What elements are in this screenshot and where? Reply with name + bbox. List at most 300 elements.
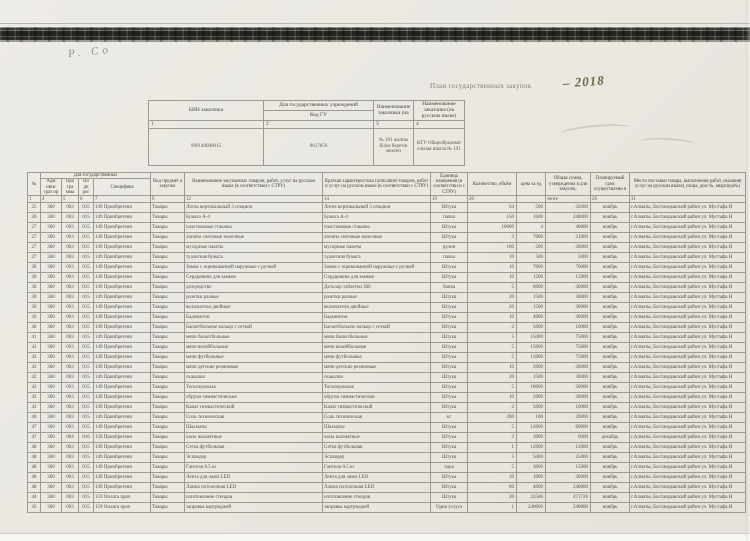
- cell-subprogram: 015: [79, 493, 94, 503]
- cell-kind: Товары: [151, 273, 185, 283]
- cell-specifics: 149 Приобретени: [94, 213, 151, 223]
- cell-place: г.Алматы, Бостандыкский район ул. Мустафа Н: [630, 403, 746, 413]
- cell-total-sum: 240000: [546, 483, 591, 493]
- cell-month: ноябрь: [591, 333, 630, 343]
- cell-program: 004: [62, 433, 79, 443]
- cell-item-name: Тогызкумалак: [185, 383, 323, 393]
- cell-row-no: 27: [28, 253, 41, 263]
- cell-unit-price: 7000: [517, 263, 546, 273]
- cell-administrator: 360: [41, 503, 62, 513]
- cell-specifics: 149 Приобретени: [94, 343, 151, 353]
- cell-place: г.Алматы, Бостандыкский район ул. Мустафа Н: [630, 343, 746, 353]
- cell-unit-price: 1600: [517, 213, 546, 223]
- col-number: 20: [468, 196, 517, 203]
- cell-subprogram: 015: [79, 253, 94, 263]
- cell-program: 003: [62, 283, 79, 293]
- cell-program: 003: [62, 473, 79, 483]
- cell-subprogram: 015: [79, 263, 94, 273]
- cell-subprogram: 015: [79, 463, 94, 473]
- col-number: 26: [591, 196, 630, 203]
- cell-row-no: 48: [28, 473, 41, 483]
- document-title: План государственных закупок: [430, 82, 532, 90]
- cell-program: 003: [62, 253, 79, 263]
- cell-program: 003: [62, 453, 79, 463]
- cell-unit: Штука: [431, 333, 468, 343]
- cell-unit: Штука: [431, 223, 468, 233]
- cell-row-no: 27: [28, 233, 41, 243]
- cell-place: г.Алматы, Бостандыкский район ул. Мустафа Н: [630, 233, 746, 243]
- cell-specifics: 149 Приобретени: [94, 423, 151, 433]
- cell-item-desc: Гантели 0.5 кг: [323, 463, 431, 473]
- cell-place: г.Алматы, Бостандыкский район ул. Мустафа Н: [630, 243, 746, 253]
- cell-total-sum: 20000: [546, 363, 591, 373]
- cell-quantity: 5: [468, 333, 517, 343]
- cell-item-name: обручи гимнастические: [185, 393, 323, 403]
- cell-kind: Товары: [151, 363, 185, 373]
- cell-kind: Товары: [151, 293, 185, 303]
- cell-place: г.Алматы, Бостандыкский район ул. Мустафа Н: [630, 493, 746, 503]
- cell-item-name: Эспандер: [185, 453, 323, 463]
- cell-total-sum: 75000: [546, 343, 591, 353]
- cell-administrator: 360: [41, 313, 62, 323]
- cell-subprogram: 016: [79, 433, 94, 443]
- cell-total-sum: 5000: [546, 253, 591, 263]
- cell-item-desc: Эспандер: [323, 453, 431, 463]
- cell-unit-price: 5000: [517, 403, 546, 413]
- cell-administrator: 360: [41, 303, 62, 313]
- cell-administrator: 360: [41, 233, 62, 243]
- cell-administrator: 360: [41, 373, 62, 383]
- cell-program: 003: [62, 503, 79, 513]
- col-header-administrator: Адм инис трат ор: [41, 179, 62, 196]
- cell-kind: Товары: [151, 243, 185, 253]
- cell-program: 003: [62, 223, 79, 233]
- cell-total-sum: 15000: [546, 463, 591, 473]
- cell-specifics: 159 Оплата проч: [94, 503, 151, 513]
- cell-total-sum: 15000: [546, 273, 591, 283]
- cell-kind: Товары: [151, 253, 185, 263]
- cell-total-sum: 12000: [546, 443, 591, 453]
- cell-program: 003: [62, 243, 79, 253]
- cell-month: ноябрь: [591, 383, 630, 393]
- cell-administrator: 360: [41, 353, 62, 363]
- cell-place: г.Алматы, Бостандыкский район ул. Мустафа Н: [630, 473, 746, 483]
- cell-row-no: 28: [28, 273, 41, 283]
- cell-place: г.Алматы, Бостандыкский район ул. Мустафа Н: [630, 413, 746, 423]
- cell-place: г.Алматы, Бостандыкский район ул. Мустафа Н: [630, 483, 746, 493]
- cell-quantity: 1: [468, 443, 517, 453]
- cell-month: ноябрь: [591, 223, 630, 233]
- cell-unit-price: 1500: [517, 293, 546, 303]
- col-number: 14: [323, 196, 431, 203]
- cell-item-desc: заправка картриджей: [323, 503, 431, 513]
- cell-total-sum: 30000: [546, 293, 591, 303]
- cell-unit-price: 500: [517, 253, 546, 263]
- cell-item-desc: изготовление стендов: [323, 493, 431, 503]
- cell-quantity: 10: [468, 273, 517, 283]
- cell-administrator: 360: [41, 343, 62, 353]
- cell-total-sum: 75000: [546, 353, 591, 363]
- cell-total-sum: 30000: [546, 283, 591, 293]
- cell-unit: Штука: [431, 313, 468, 323]
- cell-unit-price: 6000: [517, 283, 546, 293]
- cell-total-sum: 471720: [546, 493, 591, 503]
- handwritten-year: – 2018: [562, 72, 606, 91]
- cell-specifics: 149 Приобретени: [94, 223, 151, 233]
- cell-total-sum: 20000: [546, 413, 591, 423]
- cell-place: г.Алматы, Бостандыкский район ул. Мустафа Н: [630, 283, 746, 293]
- cell-kind: Товары: [151, 503, 185, 513]
- customer-name-ru-header: Наименование заказчика (на русском языке): [414, 101, 465, 121]
- cell-item-desc: туалетная бумага: [323, 253, 431, 263]
- cell-unit-price: 7000: [517, 233, 546, 243]
- cell-program: 003: [62, 463, 79, 473]
- table-row: [28, 273, 746, 283]
- col-header-desc: Краткая характеристика (описание) товаров, работ и услуг на русском языке (в соответствии с СТРУ): [323, 173, 431, 196]
- cell-unit-price: 23586: [517, 493, 546, 503]
- scan-edge-line: [0, 23, 750, 24]
- cell-row-no: 42: [28, 373, 41, 383]
- cell-place: г.Алматы, Бостандыкский район ул. Мустафа Н: [630, 323, 746, 333]
- table-row: [28, 383, 746, 393]
- cell-subprogram: 015: [79, 313, 94, 323]
- cell-kind: Товары: [151, 413, 185, 423]
- cell-row-no: 27: [28, 223, 41, 233]
- cell-item-desc: Лоток вертикальный 3 секцион: [323, 203, 431, 213]
- cell-specifics: 149 Приобретени: [94, 233, 151, 243]
- gu-code-value: 9617859: [264, 128, 374, 165]
- cell-row-no: 27: [28, 243, 41, 253]
- cell-specifics: 149 Приобретени: [94, 333, 151, 343]
- col-header-kind: Вид предмет а закупок: [151, 173, 185, 196]
- cell-specifics: 149 Приобретени: [94, 463, 151, 473]
- cell-month: ноябрь: [591, 323, 630, 333]
- cell-item-desc: пластиковые стаканы: [323, 223, 431, 233]
- cell-program: 003: [62, 333, 79, 343]
- gov-institutions-header: Для государственных учреждений: [264, 101, 374, 111]
- cell-quantity: 1: [468, 503, 517, 513]
- col-header-unit: Единица измерения (в соответстви и с СТРУ): [431, 173, 468, 196]
- cell-unit: Штука: [431, 303, 468, 313]
- cell-item-name: мячи баскетбольные: [185, 333, 323, 343]
- cell-unit: Штука: [431, 293, 468, 303]
- cell-subprogram: 015: [79, 383, 94, 393]
- cell-kind: Товары: [151, 393, 185, 403]
- cell-specifics: 149 Приобретени: [94, 403, 151, 413]
- cell-item-name: Гантели 0.5 кг: [185, 463, 323, 473]
- col-header-place: Место поставки товара, выполнения работ, оказания услуг на русском языке( улица, дом №, квартира№): [630, 173, 746, 196]
- cell-specifics: 150 Приобретени: [94, 433, 151, 443]
- cell-program: 003: [62, 313, 79, 323]
- cell-row-no: 40: [28, 323, 41, 333]
- cell-total-sum: 60000: [546, 423, 591, 433]
- cell-item-desc: Бумага А-4: [323, 213, 431, 223]
- cell-program: 003: [62, 293, 79, 303]
- cell-quantity: 20: [468, 373, 517, 383]
- cell-item-name: заправка картриджей: [185, 503, 323, 513]
- cell-item-desc: Соль техническая: [323, 413, 431, 423]
- cell-quantity: 30: [468, 473, 517, 483]
- cell-item-name: мячи волейбольные: [185, 343, 323, 353]
- cell-administrator: 360: [41, 453, 62, 463]
- cell-quantity: 60: [468, 483, 517, 493]
- col-header-qty: Количество, объём: [468, 173, 517, 196]
- cell-item-desc: Баскетбольное кольцо с сеткой: [323, 323, 431, 333]
- col-number: 2: [264, 120, 374, 128]
- customer-name-kz-header: Наименование заказчика (на: [374, 101, 414, 121]
- cell-item-name: включатели двойные: [185, 303, 323, 313]
- cell-administrator: 360: [41, 283, 62, 293]
- cell-quantity: 2: [468, 433, 517, 443]
- cell-specifics: 159 Оплата проч: [94, 493, 151, 503]
- cell-unit-price: 3000: [517, 463, 546, 473]
- scanner-artifact-band: [0, 27, 750, 42]
- cell-administrator: 360: [41, 473, 62, 483]
- cell-place: г.Алматы, Бостандыкский район ул. Мустафа Н: [630, 213, 746, 223]
- cell-place: г.Алматы, Бостандыкский район ул. Мустафа Н: [630, 503, 746, 513]
- col-header-no: №: [28, 173, 41, 196]
- table-row: [28, 423, 746, 433]
- cell-specifics: 149 Приобретени: [94, 303, 151, 313]
- cell-unit: Штука: [431, 263, 468, 273]
- cell-item-name: Сетка футбольная: [185, 443, 323, 453]
- cell-administrator: 360: [41, 463, 62, 473]
- cell-unit-price: 1500: [517, 303, 546, 313]
- cell-item-desc: мячи футбольные: [323, 353, 431, 363]
- cell-specifics: 149 Приобретени: [94, 283, 151, 293]
- cell-total-sum: 30000: [546, 373, 591, 383]
- cell-kind: Товары: [151, 403, 185, 413]
- cell-month: ноябрь: [591, 463, 630, 473]
- cell-quantity: 20: [468, 293, 517, 303]
- cell-kind: Товары: [151, 423, 185, 433]
- cell-kind: Товары: [151, 473, 185, 483]
- cell-specifics: 149 Приобретени: [94, 273, 151, 283]
- cell-row-no: 42: [28, 393, 41, 403]
- cell-total-sum: 240000: [546, 503, 591, 513]
- table-row: [28, 393, 746, 403]
- col-number: 3: [374, 120, 414, 128]
- cell-month: ноябрь: [591, 413, 630, 423]
- cell-total-sum: 10000: [546, 323, 591, 333]
- cell-month: ноябрь: [591, 373, 630, 383]
- cell-administrator: 360: [41, 403, 62, 413]
- table-row: [28, 293, 746, 303]
- table-row: [28, 243, 746, 253]
- cell-specifics: 149 Приобретени: [94, 203, 151, 213]
- cell-program: 003: [62, 263, 79, 273]
- cell-row-no: 28: [28, 263, 41, 273]
- cell-subprogram: 015: [79, 283, 94, 293]
- cell-kind: Товары: [151, 213, 185, 223]
- cell-quantity: 5: [468, 453, 517, 463]
- cell-row-no: 41: [28, 333, 41, 343]
- cell-subprogram: 015: [79, 393, 94, 403]
- cell-administrator: 360: [41, 293, 62, 303]
- cell-quantity: 2: [468, 323, 517, 333]
- cell-unit-price: 15000: [517, 333, 546, 343]
- cell-unit: Штука: [431, 473, 468, 483]
- cell-administrator: 360: [41, 393, 62, 403]
- cell-item-desc: Замок с оцинкованной наружные с ручкой: [323, 263, 431, 273]
- cell-specifics: 149 Приобретени: [94, 323, 151, 333]
- cell-item-name: Соль техническая: [185, 413, 323, 423]
- cell-specifics: 149 Приобретени: [94, 313, 151, 323]
- cell-kind: Товары: [151, 463, 185, 473]
- cell-item-desc: Сетка футбольная: [323, 443, 431, 453]
- cell-unit-price: 12000: [517, 423, 546, 433]
- table-row: [28, 313, 746, 323]
- cell-program: 003: [62, 393, 79, 403]
- cell-row-no: 42: [28, 403, 41, 413]
- cell-quantity: 5: [468, 423, 517, 433]
- cell-place: г.Алматы, Бостандыкский район ул. Мустафа Н: [630, 443, 746, 453]
- col-number: 6: [79, 196, 94, 203]
- cell-month: ноябрь: [591, 273, 630, 283]
- cell-administrator: 360: [41, 223, 62, 233]
- cell-unit-price: 1500: [517, 373, 546, 383]
- cell-subprogram: 015: [79, 363, 94, 373]
- col-number: 19: [431, 196, 468, 203]
- cell-item-name: розетки разные: [185, 293, 323, 303]
- cell-subprogram: 015: [79, 223, 94, 233]
- cell-quantity: 2: [468, 403, 517, 413]
- cell-month: ноябрь: [591, 453, 630, 463]
- cell-program: 003: [62, 373, 79, 383]
- cell-unit-price: 4: [517, 223, 546, 233]
- col-number: 4: [41, 196, 62, 203]
- cell-program: 003: [62, 493, 79, 503]
- col-number: 4: [414, 120, 465, 128]
- cell-total-sum: 75000: [546, 333, 591, 343]
- cell-row-no: 26: [28, 213, 41, 223]
- cell-unit-price: 1500: [517, 273, 546, 283]
- col-header-subprogram: По дп рог: [79, 179, 94, 196]
- cell-place: г.Алматы, Бостандыкский район ул. Мустафа Н: [630, 273, 746, 283]
- cell-unit: Штука: [431, 393, 468, 403]
- cell-unit-price: 15000: [517, 343, 546, 353]
- cell-item-name: Бумага А-4: [185, 213, 323, 223]
- cell-total-sum: 10000: [546, 403, 591, 413]
- cell-unit-price: 5000: [517, 453, 546, 463]
- cell-administrator: 360: [41, 483, 62, 493]
- cell-month: ноябрь: [591, 443, 630, 453]
- cell-unit: Штука: [431, 343, 468, 353]
- cell-subprogram: 015: [79, 273, 94, 283]
- table-row: [28, 203, 746, 213]
- cell-subprogram: 015: [79, 373, 94, 383]
- cell-month: ноябрь: [591, 263, 630, 273]
- cell-subprogram: 015: [79, 423, 94, 433]
- cell-item-name: Канат гимнастический: [185, 403, 323, 413]
- cell-total-sum: 6000: [546, 433, 591, 443]
- cell-administrator: 360: [41, 243, 62, 253]
- table-row: [28, 413, 746, 423]
- cell-kind: Товары: [151, 353, 185, 363]
- cell-item-desc: скакалки: [323, 373, 431, 383]
- table-row: [28, 263, 746, 273]
- col-header-total: Общая сумма, утвержденна я для закупок,: [546, 173, 591, 196]
- cell-unit: банка: [431, 283, 468, 293]
- cell-item-desc: Лента для ламп LED: [323, 473, 431, 483]
- cell-item-desc: розетки разные: [323, 293, 431, 303]
- table-row: [28, 333, 746, 343]
- cell-unit: Штука: [431, 423, 468, 433]
- cell-subprogram: 015: [79, 243, 94, 253]
- table-row: [28, 283, 746, 293]
- cell-unit-price: 1000: [517, 473, 546, 483]
- cell-item-desc: Канат гимнастический: [323, 403, 431, 413]
- table-row: [28, 403, 746, 413]
- cell-program: 003: [62, 203, 79, 213]
- cell-kind: Товары: [151, 493, 185, 503]
- cell-program: 003: [62, 383, 79, 393]
- cell-item-name: Бадминтон: [185, 313, 323, 323]
- column-numbers-row: [28, 196, 746, 203]
- cell-item-name: мусорные пакеты: [185, 243, 323, 253]
- cell-program: 003: [62, 303, 79, 313]
- cell-unit: Штука: [431, 273, 468, 283]
- cell-unit-price: 500: [517, 203, 546, 213]
- col-header-program: Про гра мма: [62, 179, 79, 196]
- table-row: [28, 503, 746, 513]
- col-number: 9: [151, 196, 185, 203]
- cell-month: ноябрь: [591, 483, 630, 493]
- cell-quantity: 5: [468, 383, 517, 393]
- cell-specifics: 149 Приобретени: [94, 263, 151, 273]
- cell-item-desc: Сердцевина для замков: [323, 273, 431, 283]
- bin-value: 990140000015: [149, 128, 264, 165]
- paper-right-edge: [746, 0, 750, 541]
- cell-month: ноябрь: [591, 503, 630, 513]
- cell-row-no: 30: [28, 293, 41, 303]
- cell-row-no: 30: [28, 303, 41, 313]
- cell-quantity: 200: [468, 413, 517, 423]
- table-row: [28, 473, 746, 483]
- cell-month: ноябрь: [591, 343, 630, 353]
- col-header-name: Наименование закупаемых товаров, работ, услуг на русском языке (в соответствии с СТРУ): [185, 173, 323, 196]
- cell-administrator: 360: [41, 203, 62, 213]
- cell-subprogram: 015: [79, 443, 94, 453]
- cell-total-sum: 70000: [546, 263, 591, 273]
- col-number: 5: [62, 196, 79, 203]
- cell-month: ноябрь: [591, 473, 630, 483]
- cell-subprogram: 015: [79, 483, 94, 493]
- table-row: [28, 253, 746, 263]
- cell-item-name: изготовление стендов: [185, 493, 323, 503]
- cell-subprogram: 015: [79, 403, 94, 413]
- cell-total-sum: 40000: [546, 313, 591, 323]
- cell-unit: Штука: [431, 433, 468, 443]
- cell-program: 003: [62, 443, 79, 453]
- cell-unit-price: 2000: [517, 393, 546, 403]
- cell-place: г.Алматы, Бостандыкский район ул. Мустафа Н: [630, 253, 746, 263]
- cell-administrator: 360: [41, 383, 62, 393]
- cell-month: ноябрь: [591, 493, 630, 503]
- cell-unit: кг: [431, 413, 468, 423]
- cell-place: г.Алматы, Бостандыкский район ул. Мустафа Н: [630, 333, 746, 343]
- cell-row-no: 48: [28, 443, 41, 453]
- cell-unit-price: 10000: [517, 383, 546, 393]
- cell-row-no: 36: [28, 313, 41, 323]
- cell-place: г.Алматы, Бостандыкский район ул. Мустафа Н: [630, 263, 746, 273]
- cell-specifics: 149 Приобретени: [94, 483, 151, 493]
- col-header-price: цена за ед: [517, 173, 546, 196]
- cell-item-name: Сердцевина для замков: [185, 273, 323, 283]
- cell-subprogram: 015: [79, 233, 94, 243]
- cell-item-name: Шахматы: [185, 423, 323, 433]
- cell-unit-price: 200: [517, 243, 546, 253]
